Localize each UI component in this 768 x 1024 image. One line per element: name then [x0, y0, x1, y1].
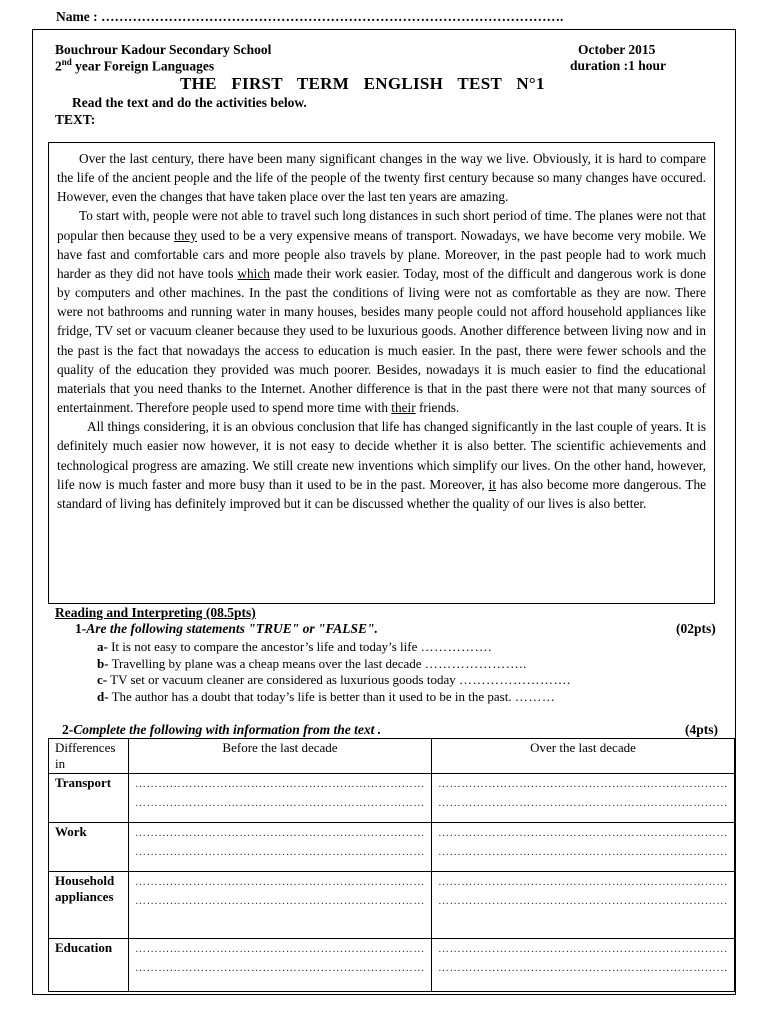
name-field-line[interactable]: Name : …………………………………………………………………………………………. [56, 9, 564, 24]
row-label: Transport [49, 774, 129, 823]
table-header: Over the last decade [432, 739, 735, 774]
question-2-points: (4pts) [685, 722, 718, 737]
instruction: Read the text and do the activities below. [72, 95, 307, 110]
school-name: Bouchrour Kadour Secondary School [55, 42, 272, 57]
answer-blank[interactable]: ……………………. [458, 672, 571, 687]
answer-cell[interactable]: ………………………………………………………………… ………………………………………………………………… [432, 939, 735, 992]
table-row [49, 823, 735, 872]
table-header: Before the last decade [129, 739, 432, 774]
answer-cell[interactable]: ………………………………………………………………… ………………………………………………………………… [129, 774, 432, 823]
question-1-points: (02pts) [676, 621, 716, 636]
answer-blank[interactable]: ……… [514, 689, 556, 704]
paragraph-3: All things considering, it is an obvious conclusion that life has changed significantly in the last couple of years. It is definitely much easier now however, it is not easy to decide whether it is also better. The scientific achievements and technological progress are amazing. We still create new inventions which simplify our lives. On the other hand, however, life now is much faster and more busy than it used to be in the past. Moreover, it has also become more dangerous. The standard of living has definitely improved but it can be discussed whether the quality of our lives is also better. [57, 419, 706, 511]
statement-d: d- The author has a doubt that today’s life is better than it used to be in the past. ……… [97, 689, 556, 704]
table-header: Differences in [49, 739, 129, 774]
paragraph-1: Over the last century, there have been many significant changes in the way we live. Obviously, it is hard to compare the life of the ancient people and the life of the people of the twenty first century because so many changes have occured. However, even the changes that have taken place over the last ten years are amazing. [57, 151, 706, 205]
underlined-it: it [488, 476, 497, 492]
question-2: 2-Complete the following with information from the text . [62, 722, 382, 737]
answer-cell[interactable]: ………………………………………………………………… ………………………………………………………………… [432, 872, 735, 939]
answer-blank[interactable]: ………………….. [424, 656, 527, 671]
statement-a: a- It is not easy to compare the ancestor’s life and today’s life ……………. [97, 639, 492, 654]
answer-blank[interactable]: ……………. [420, 639, 492, 654]
table-row [49, 774, 735, 823]
test-duration: duration :1 hour [570, 58, 667, 73]
row-label: Work [49, 823, 129, 872]
paragraph-2: To start with, people were not able to travel such long distances in such short period of time. The planes were not that popular then because they used to be a very expensive means of transport. Nowadays, we have become very mobile. We have fast and comfortable cars and more people also travels by plane. Moreover, in the past people had to work much harder as they did not have tools which made their work easier. Today, most of the difficult and dangerous work is done by computers and other machines. In the past the conditions of living were not as comfortable as they are now. There were not bathrooms and running water in many houses, besides many people could not afford household appliances like fridge, TV set or vacuum cleaner because they used to be luxurious goods. Another difference between living now and in the past is the fact that nowadays the access to education is much easier. In the past, there were fewer schools and the quality of the education they provided was much poorer. Besides, nowadays it is much easier to find the educational materials that you need thanks to the Internet. Another difference is that in the past there were not that many sources of entertainment. Therefore people used to spend more time with their friends. [57, 208, 707, 416]
answer-cell[interactable]: ………………………………………………………………… ………………………………………………………………… [432, 823, 735, 872]
table-row [49, 939, 735, 992]
test-date: October 2015 [578, 42, 656, 57]
table-row [49, 872, 735, 939]
reading-passage [48, 142, 715, 604]
answer-cell[interactable]: ………………………………………………………………… ………………………………………………………………… [129, 939, 432, 992]
answer-cell[interactable]: ………………………………………………………………… ………………………………………………………………… [432, 774, 735, 823]
row-label: Household appliances [49, 872, 129, 939]
table-header-row [49, 739, 735, 774]
question-1: 1-Are the following statements "TRUE" or "FALSE". [75, 621, 378, 636]
answer-cell[interactable]: ………………………………………………………………… ………………………………………………………………… [129, 823, 432, 872]
test-title: THE FIRST TERM ENGLISH TEST N°1 [180, 74, 545, 93]
underlined-their: their [391, 400, 416, 416]
row-label: Education [49, 939, 129, 992]
class-level: 2nd year Foreign Languages [55, 57, 215, 74]
differences-table [48, 738, 735, 992]
section-heading: Reading and Interpreting (08.5pts) [55, 605, 256, 620]
answer-cell[interactable]: ………………………………………………………………… ………………………………………………………………… [129, 872, 432, 939]
statement-b: b- Travelling by plane was a cheap means over the last decade ………………….. [97, 656, 527, 671]
text-label: TEXT: [55, 112, 96, 127]
statement-c: c- TV set or vacuum cleaner are considered as luxurious goods today ……………………. [97, 672, 571, 687]
underlined-they: they [174, 227, 197, 243]
underlined-which: which [237, 265, 270, 281]
